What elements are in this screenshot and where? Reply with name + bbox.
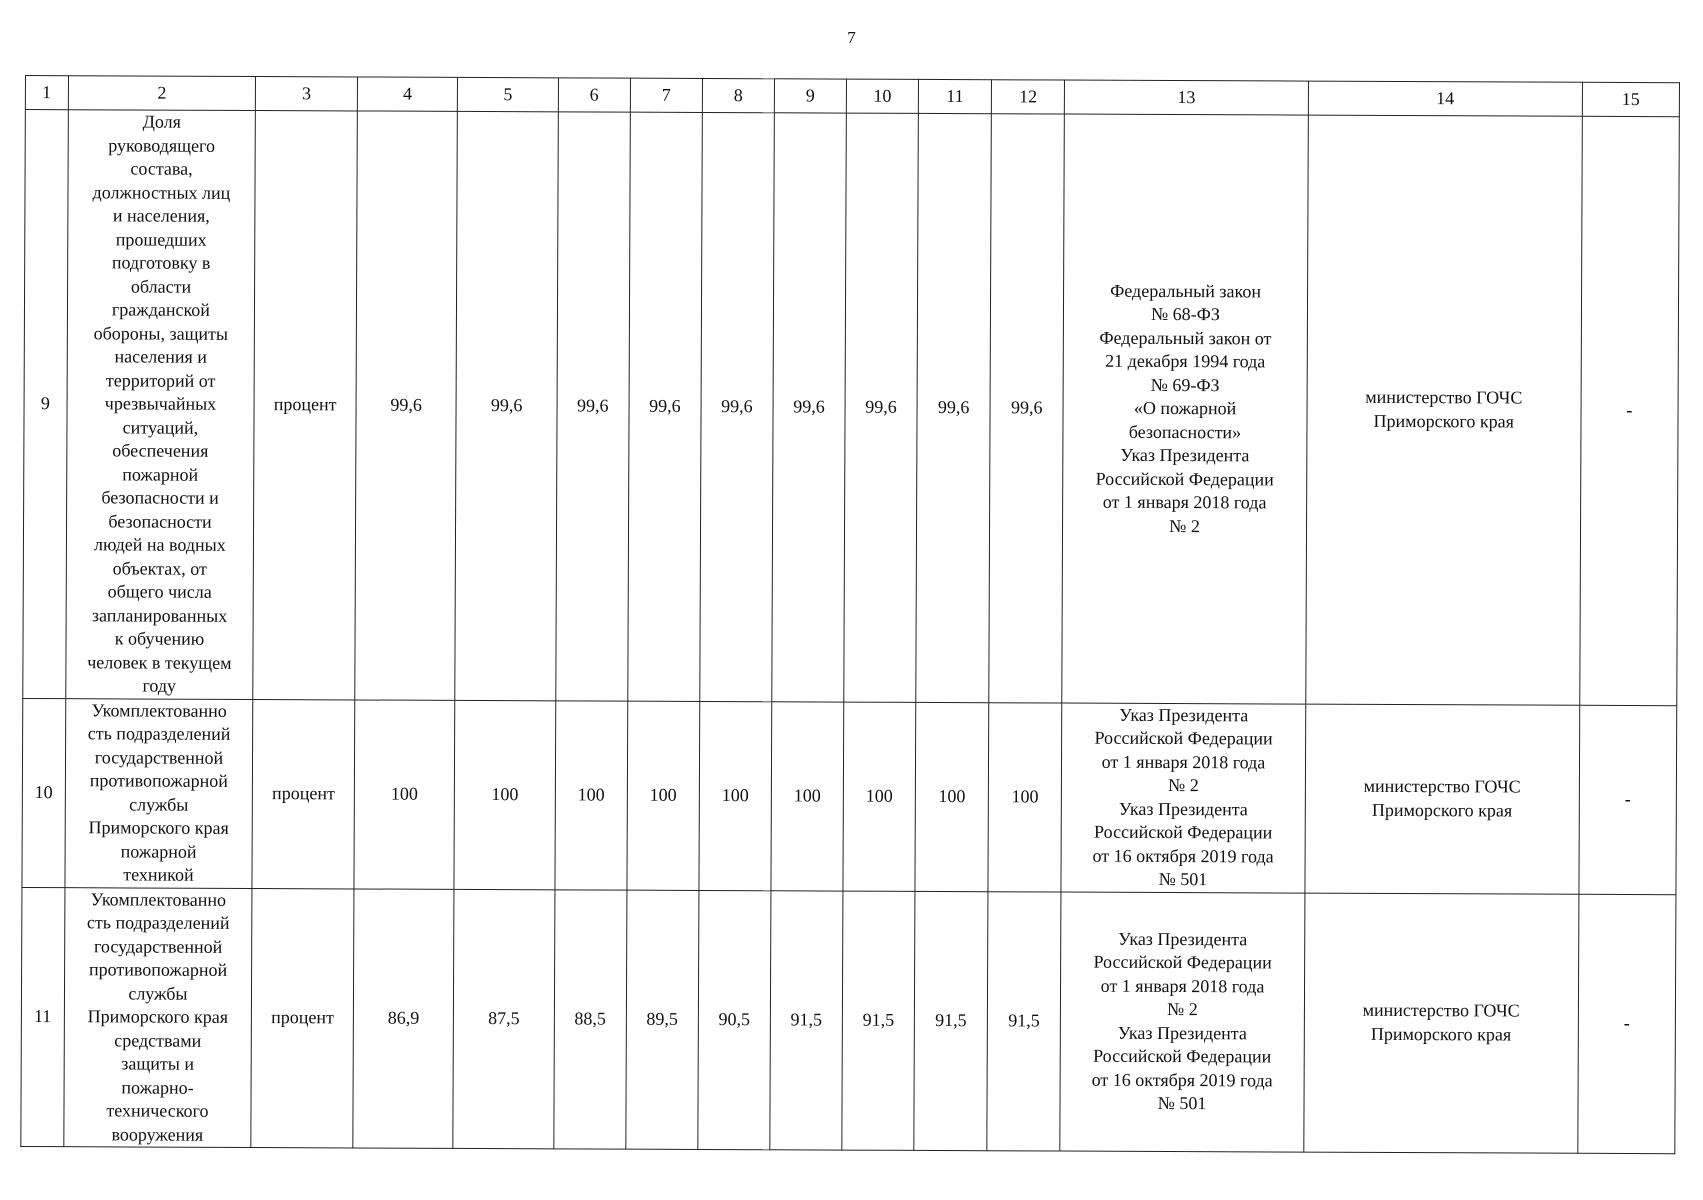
indicator-name-line: службы: [128, 982, 188, 1004]
responsible-line: министерство ГОЧС: [1365, 387, 1523, 408]
indicator-name-line: Укомплектованно: [90, 888, 227, 910]
column-header-5: 5: [458, 77, 559, 111]
legal-basis-line: № 2: [1167, 999, 1198, 1020]
value-cell: 99,6: [355, 111, 458, 700]
indicator-name-line: людей на водных: [94, 534, 226, 555]
legal-basis-line: Указ Президента: [1118, 928, 1248, 950]
indicator-name: [65, 698, 254, 888]
value-cell: 100: [454, 700, 555, 889]
column-header-4: 4: [357, 77, 458, 111]
column-header-10: 10: [846, 79, 918, 113]
legal-basis-line: Российской Федерации: [1093, 1045, 1272, 1067]
indicator-name-line: средствами: [114, 1029, 202, 1051]
column-header-13: 13: [1065, 80, 1309, 115]
row-number: 9: [23, 110, 68, 699]
legal-basis-line: от 1 января 2018 года: [1102, 491, 1267, 513]
legal-basis-line: Указ Президента: [1120, 444, 1250, 466]
value-cell: 99,6: [916, 113, 992, 702]
legal-basis-line: Федеральный закон от: [1099, 327, 1272, 348]
column-header-9: 9: [774, 79, 846, 113]
indicator-name-line: человек в текущем: [87, 651, 232, 673]
indicator-name-line: пожарной: [120, 840, 197, 862]
legal-basis-line: 21 декабря 1994 года: [1105, 350, 1266, 372]
indicator-name-line: пожарной: [122, 463, 199, 485]
legal-basis-line: № 2: [1169, 515, 1200, 536]
indicator-name-line: безопасности и: [101, 487, 219, 508]
indicator-name-line: к обучению: [114, 628, 205, 649]
legal-basis-line: от 1 января 2018 года: [1101, 751, 1266, 772]
value-cell: 100: [699, 701, 772, 890]
indicator-name-line: и населения,: [112, 205, 210, 226]
indicator-name-line: пожарно-: [121, 1076, 194, 1098]
value-cell: 89,5: [626, 890, 699, 1150]
legal-basis-line: № 69-ФЗ: [1150, 374, 1220, 395]
indicator-name-line: обороны, защиты: [93, 322, 229, 344]
column-header-8: 8: [702, 78, 774, 112]
responsible-body: [1304, 893, 1579, 1154]
indicators-table: [20, 75, 1680, 1154]
indicator-name: [63, 887, 252, 1147]
legal-basis-line: № 2: [1168, 774, 1199, 796]
indicator-name-line: безопасности: [108, 510, 212, 532]
value-cell: 100: [915, 702, 989, 891]
table-row: [21, 887, 1676, 1154]
legal-basis-line: Российской Федерации: [1094, 727, 1273, 749]
indicator-name-line: службы: [129, 793, 189, 815]
legal-basis-line: «О пожарной: [1133, 397, 1237, 419]
column-header-15: 15: [1582, 82, 1679, 116]
responsible-body: [1305, 115, 1582, 705]
legal-basis-line: № 501: [1158, 868, 1208, 890]
column-header-1: 1: [25, 76, 68, 110]
indicator-name-line: территорий от: [105, 369, 216, 391]
indicator-name-line: технического: [106, 1100, 209, 1121]
legal-basis-line: от 16 октября 2019 года: [1091, 1069, 1273, 1091]
legal-basis-line: Российской Федерации: [1093, 951, 1272, 973]
column-header-12: 12: [991, 80, 1064, 114]
responsible-line: Приморского края: [1371, 799, 1513, 820]
indicator-name-line: техникой: [123, 864, 194, 885]
indicator-name-line: чрезвычайных: [104, 393, 217, 414]
column-header-3: 3: [256, 77, 358, 111]
indicator-name-line: Укомплектованно: [91, 699, 227, 721]
indicator-name-line: противопожарной: [89, 770, 228, 791]
indicator-name-line: государственной: [93, 935, 223, 957]
column-header-7: 7: [630, 78, 702, 112]
row-number: 10: [22, 698, 65, 887]
table-row: [22, 698, 1677, 894]
value-cell: 99,6: [700, 112, 775, 701]
indicator-name-line: прошедших: [115, 228, 207, 250]
legal-basis-line: № 501: [1157, 1093, 1207, 1114]
value-cell: 91,5: [770, 890, 843, 1150]
value-cell: 99,6: [844, 113, 919, 702]
legal-basis-line: Указ Президента: [1119, 704, 1249, 725]
value-cell: 99,6: [772, 113, 847, 702]
table-body: [21, 76, 1680, 1154]
indicator-name-line: объектах, от: [112, 557, 207, 579]
value-cell: 100: [555, 700, 628, 889]
legal-basis-line: Федеральный закон: [1110, 280, 1262, 301]
legal-basis-line: Российской Федерации: [1095, 468, 1274, 489]
indicator-name: [65, 110, 255, 699]
indicator-name-line: Доля: [142, 111, 181, 132]
col15-value: -: [1580, 116, 1680, 705]
indicator-name-line: вооружения: [111, 1123, 204, 1145]
legal-basis-line: № 68-ФЗ: [1150, 303, 1220, 325]
indicator-name-line: подготовку в: [111, 252, 211, 273]
indicator-name-line: Приморского края: [87, 1006, 229, 1027]
indicator-name-line: гражданской: [111, 299, 211, 320]
unit-cell: процент: [253, 111, 357, 700]
value-cell: 100: [354, 699, 455, 888]
unit-cell: процент: [251, 888, 354, 1148]
legal-basis: [1061, 703, 1305, 893]
indicator-name-line: году: [142, 675, 177, 696]
value-cell: 99,6: [989, 114, 1065, 703]
value-cell: 100: [627, 701, 700, 890]
legal-basis-line: от 1 января 2018 года: [1100, 975, 1265, 997]
responsible-line: министерство ГОЧС: [1363, 775, 1521, 797]
legal-basis-line: Российской Федерации: [1094, 821, 1273, 843]
value-cell: 100: [771, 701, 844, 890]
value-cell: 90,5: [698, 890, 771, 1150]
legal-basis-line: Указ Президента: [1118, 798, 1248, 819]
indicator-name-line: Приморского края: [88, 817, 229, 838]
col15-value: -: [1579, 705, 1677, 894]
value-cell: 99,6: [628, 112, 703, 701]
value-cell: 99,6: [455, 111, 558, 700]
indicator-name-line: обеспечения: [112, 440, 209, 461]
indicator-name-line: общего числа: [107, 581, 212, 602]
value-cell: 86,9: [353, 888, 455, 1148]
legal-basis: [1060, 892, 1305, 1153]
unit-cell: процент: [252, 699, 354, 888]
col15-value: -: [1578, 894, 1676, 1154]
page-number: 7: [847, 28, 856, 47]
responsible-body: [1305, 704, 1580, 894]
legal-basis-line: от 16 октября 2019 года: [1092, 845, 1274, 866]
legal-basis: [1062, 114, 1308, 704]
legal-basis-line: безопасности»: [1128, 421, 1242, 442]
indicator-name-line: государственной: [94, 746, 224, 768]
responsible-line: Приморского края: [1370, 1023, 1512, 1045]
value-cell: 88,5: [554, 889, 627, 1149]
column-header-2: 2: [68, 76, 256, 111]
indicator-name-line: должностных лиц: [92, 181, 231, 203]
indicator-name-line: руководящего: [108, 134, 216, 156]
value-cell: 91,5: [914, 891, 988, 1151]
value-cell: 100: [843, 702, 916, 891]
indicator-name-line: состава,: [130, 158, 193, 179]
indicator-name-line: противопожарной: [88, 959, 228, 980]
column-header-14: 14: [1308, 81, 1582, 116]
table-row: [23, 110, 1680, 706]
indicator-name-line: сть подразделений: [86, 912, 230, 933]
value-cell: 100: [988, 702, 1062, 891]
value-cell: 87,5: [453, 889, 555, 1149]
responsible-line: Приморского края: [1373, 410, 1514, 432]
indicator-name-line: защиты и: [121, 1053, 195, 1074]
indicator-name-line: сть подразделений: [87, 723, 231, 744]
indicator-name-line: населения и: [114, 346, 208, 367]
column-header-11: 11: [918, 79, 991, 113]
indicator-name-line: области: [130, 275, 192, 297]
responsible-line: министерство ГОЧС: [1362, 1000, 1520, 1021]
value-cell: 99,6: [556, 112, 631, 701]
column-header-6: 6: [558, 78, 630, 112]
legal-basis-line: Указ Президента: [1117, 1022, 1247, 1044]
value-cell: 91,5: [842, 891, 915, 1151]
value-cell: 91,5: [987, 891, 1061, 1151]
indicator-name-line: запланированных: [91, 604, 228, 626]
indicator-name-line: ситуаций,: [122, 416, 199, 438]
row-number: 11: [21, 887, 65, 1147]
